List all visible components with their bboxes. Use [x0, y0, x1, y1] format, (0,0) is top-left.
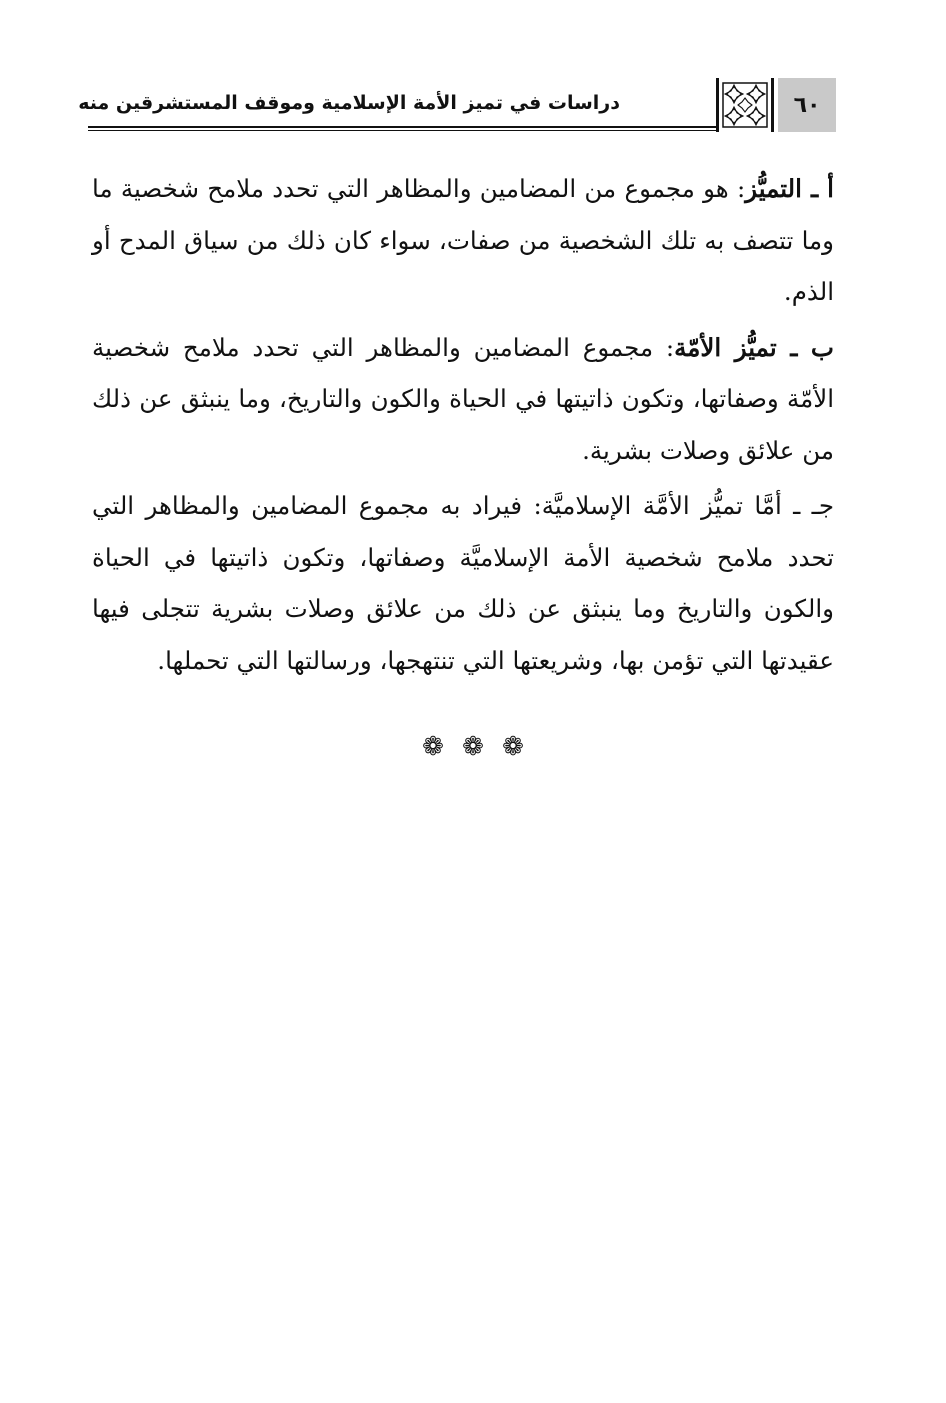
definition-paragraph-a [92, 163, 834, 318]
flower-ornament-icon: ❁ [462, 732, 484, 762]
header-rule-thin [88, 130, 728, 131]
geometric-star-ornament-icon [716, 78, 774, 132]
header-rule [88, 126, 728, 128]
defined-term: أمَّا تميُّز الأمَّة الإسلاميَّة [541, 491, 782, 520]
header-ornament-svg [722, 82, 768, 128]
flower-ornament-icon: ❁ [422, 732, 444, 762]
defined-term: تميُّز الأمّة [674, 332, 777, 362]
definition-paragraph-c [92, 480, 834, 686]
running-header [78, 78, 836, 132]
body-text [92, 163, 834, 690]
defined-term: التميُّز [745, 174, 802, 203]
definition-text: : مجموع المضامين والمظاهر التي تحدد ملامح شخصية الأمّة وصفاتها، وتكون ذاتيتها في الحياة والكون والتاريخ، وما ينبثق عن ذلك من علائق وصلات بشرية. [92, 332, 834, 465]
running-title: دراسات في تميز الأمة الإسلامية وموقف المستشرقين منه [78, 92, 620, 114]
page-number: ٦٠ [778, 78, 836, 132]
flower-ornament-icon: ❁ [502, 732, 524, 762]
definition-text: : هو مجموع من المضامين والمظاهر التي تحدد ملامح شخصية ما وما تتصف به تلك الشخصية من صفات، سواء كان ذلك من سياق المدح أو الذم. [92, 174, 834, 306]
definition-text: : فيراد به مجموع المضامين والمظاهر التي تحدد ملامح شخصية الأمة الإسلاميَّة وصفاتها، وتكون ذاتيتها في الحياة والكون والتاريخ وما ينبثق عن ذلك من علائق وصلات بشرية تتجلى فيها عقيدتها التي تؤمن بها، وشريعتها التي تنتهجها، ورسالتها التي تحملها. [92, 491, 834, 675]
section-end-ornament [0, 732, 946, 762]
paragraph-prefix: ب ـ [776, 332, 834, 362]
paragraph-prefix: جـ ـ [781, 491, 834, 520]
paragraph-prefix: أ ـ [801, 174, 834, 203]
definition-paragraph-b [92, 322, 834, 477]
